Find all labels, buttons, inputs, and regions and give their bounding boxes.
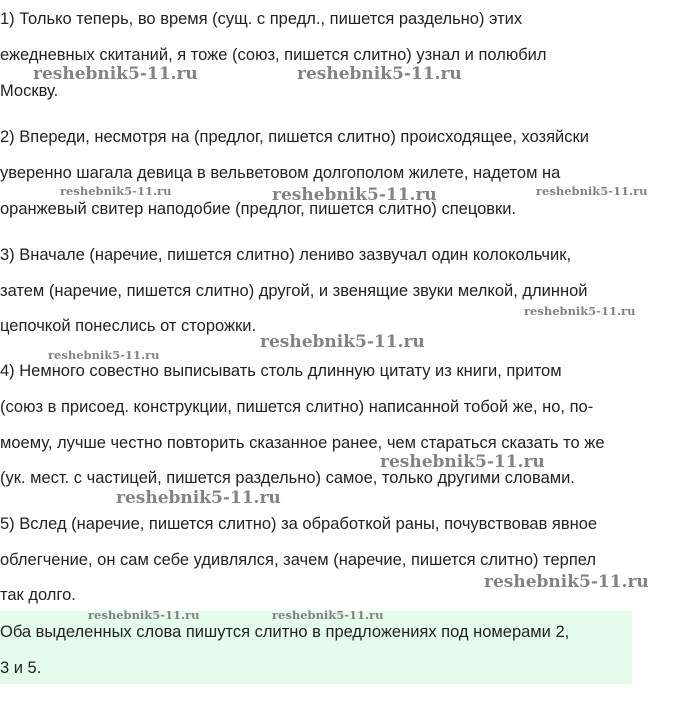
watermark: reshebnik5-11.ru xyxy=(272,185,437,205)
watermark: reshebnik5-11.ru xyxy=(88,608,200,622)
watermark: reshebnik5-11.ru xyxy=(48,348,160,362)
sentence-5-line-3: так долго. xyxy=(0,586,76,604)
sentence-4-line-1: 4) Немного совестно выписывать столь длинную цитату из книги, притом xyxy=(0,362,562,380)
answer-line-1: Оба выделенных слова пишутся слитно в предложениях под номерами 2, xyxy=(0,623,570,641)
watermark: reshebnik5-11.ru xyxy=(297,64,462,84)
watermark: reshebnik5-11.ru xyxy=(272,608,384,622)
watermark: reshebnik5-11.ru xyxy=(484,572,649,592)
sentence-2-line-1: 2) Впереди, несмотря на (предлог, пишется слитно) происходящее, хозяйски xyxy=(0,128,589,146)
watermark: reshebnik5-11.ru xyxy=(33,64,198,84)
sentence-1-line-1: 1) Только теперь, во время (сущ. с предл., пишется раздельно) этих xyxy=(0,10,523,28)
watermark: reshebnik5-11.ru xyxy=(60,184,172,198)
watermark: reshebnik5-11.ru xyxy=(260,332,425,352)
sentence-3-line-3: цепочкой понеслись от сторожки. xyxy=(0,317,257,335)
watermark: reshebnik5-11.ru xyxy=(536,184,648,198)
sentence-2-line-3: оранжевый свитер наподобие (предлог, пишется слитно) спецовки. xyxy=(0,200,517,218)
sentence-4-line-3: моему, лучше честно повторить сказанное ранее, чем стараться сказать то же xyxy=(0,434,605,452)
watermark: reshebnik5-11.ru xyxy=(380,452,545,472)
sentence-5-line-1: 5) Вслед (наречие, пишется слитно) за обработкой раны, почувствовав явное xyxy=(0,515,598,533)
answer-line-2: 3 и 5. xyxy=(0,659,42,677)
sentence-2-line-2: уверенно шагала девица в вельветовом долгополом жилете, надетом на xyxy=(0,164,561,182)
sentence-3-line-2: затем (наречие, пишется слитно) другой, и звенящие звуки мелкой, длинной xyxy=(0,282,588,300)
sentence-1-line-2: ежедневных скитаний, я тоже (союз, пишется слитно) узнал и полюбил xyxy=(0,46,547,64)
watermark: reshebnik5-11.ru xyxy=(524,304,636,318)
watermark: reshebnik5-11.ru xyxy=(116,488,281,508)
sentence-1-line-3: Москву. xyxy=(0,82,59,100)
sentence-4-line-4: (ук. мест. с частицей, пишется раздельно) самое, только другими словами. xyxy=(0,469,575,487)
sentence-3-line-1: 3) Вначале (наречие, пишется слитно) лениво зазвучал один колокольчик, xyxy=(0,246,572,264)
sentence-4-line-2: (союз в присоед. конструкции, пишется слитно) написанной тобой же, но, по- xyxy=(0,398,594,416)
sentence-5-line-2: облегчение, он сам себе удивлялся, зачем (наречие, пишется слитно) терпел xyxy=(0,551,597,569)
